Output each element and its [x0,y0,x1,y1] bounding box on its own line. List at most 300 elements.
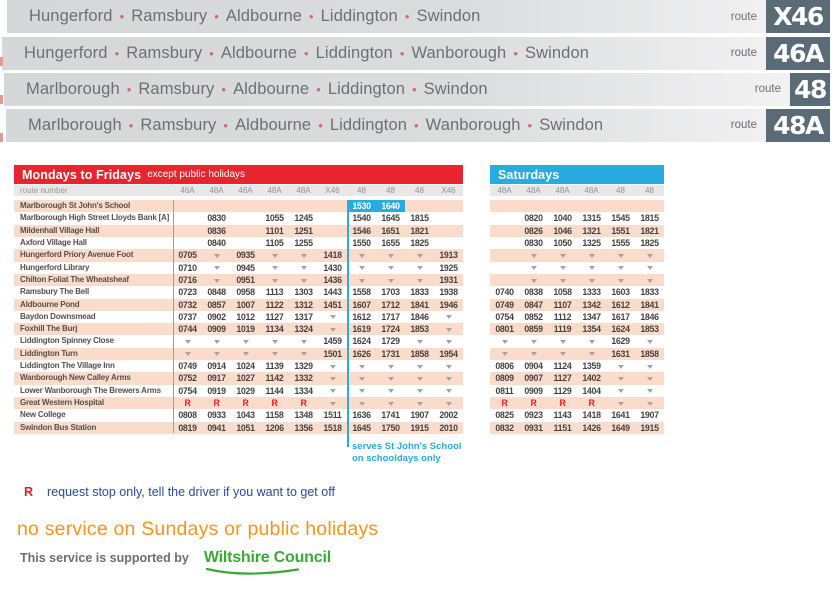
stop-name-cell: Hungerford Priory Avenue Foot [20,250,134,260]
continues-arrow-icon [446,377,452,381]
time-cell [635,249,664,261]
time-cell: 1332 [294,373,313,384]
continues-arrow-icon [388,254,394,258]
stop-name-cell: New College [20,410,66,420]
continues-arrow-icon [330,328,336,332]
time-cell [231,335,260,347]
continues-arrow-icon [446,365,452,369]
weekday-title: Mondays to Fridays [22,167,142,182]
time-cell [202,335,231,347]
time-cell [434,360,463,372]
separator-dot-icon: • [221,81,227,97]
saturday-header [490,165,664,184]
time-cell: 1029 [236,385,255,396]
column-header: 48 [415,186,424,195]
time-cell [490,237,519,249]
continues-arrow-icon [618,389,624,393]
route-label: route [754,83,781,95]
continues-arrow-icon [359,254,365,258]
stop-name-cell: Lower Wanborough The Brewers Arms [20,385,161,395]
time-cell [260,335,289,347]
continues-arrow-icon [359,377,365,381]
continues-arrow-icon [647,389,653,393]
wiltshire-council-logo [204,549,331,567]
banner-city-name: Liddington [320,7,398,25]
time-cell [548,274,577,286]
continues-arrow-icon [185,352,191,356]
continues-arrow-icon [502,352,508,356]
table-row [490,286,664,298]
time-cell: 0716 [178,274,197,285]
time-cell: 1356 [294,422,313,433]
time-cell [405,335,434,347]
time-cell: 1124 [553,361,572,372]
time-cell: 1815 [640,213,659,224]
continues-arrow-icon [301,352,307,356]
time-cell: 0809 [495,373,514,384]
time-cell [318,372,347,384]
time-cell [405,397,434,409]
separator-dot-icon: • [316,81,321,97]
route-banner [2,37,830,70]
time-cell: 1624 [352,336,371,347]
continues-arrow-icon [589,266,595,270]
time-cell: 1931 [439,274,458,285]
time-cell [635,274,664,286]
time-cell: 1530 [347,200,376,212]
time-cell [490,249,519,261]
time-cell: 1853 [640,324,659,335]
time-cell: 1418 [582,410,601,421]
time-cell: 1731 [381,348,400,359]
stop-name-cell: Liddington Spinney Close [20,336,114,346]
continues-arrow-icon [589,279,595,283]
time-cell [490,348,519,360]
column-header: X46 [441,186,456,195]
separator-dot-icon: • [318,117,323,133]
time-cell [577,200,606,212]
continues-arrow-icon [330,402,336,406]
banner-city-name: Swindon [423,79,488,98]
time-cell: 1712 [381,299,400,310]
time-cell: 0904 [524,361,543,372]
time-cell: 0811 [495,385,514,396]
continues-arrow-icon [359,266,365,270]
stop-name-cell: Swindon Bus Station [20,422,97,432]
time-cell: 1558 [352,287,371,298]
time-cell [577,274,606,286]
time-cell: 1629 [611,336,630,347]
continues-arrow-icon [618,365,624,369]
banner-city-name: Ramsbury [131,7,208,25]
time-cell: 1825 [410,237,429,248]
time-cell: 1451 [323,299,342,310]
column-header: 48 [645,186,654,195]
time-cell: 1151 [553,422,572,433]
request-stop-cell: R [501,398,508,408]
time-cell: 1617 [611,311,630,322]
time-cell [376,397,405,409]
time-cell: 0723 [178,287,197,298]
column-header: 48A [296,186,311,195]
continues-arrow-icon [359,402,365,406]
time-cell: 0836 [207,225,226,236]
time-cell: 0852 [524,311,543,322]
time-cell [405,200,434,212]
time-cell: 1649 [611,422,630,433]
time-cell [635,262,664,274]
time-cell [548,249,577,261]
time-cell [490,225,519,237]
column-header: X46 [325,186,340,195]
time-cell: 1946 [439,299,458,310]
time-cell: 1430 [323,262,342,273]
time-cell: 0902 [207,311,226,322]
time-cell: 1342 [582,299,601,310]
time-cell: 0749 [178,361,197,372]
column-header: 46A [238,186,253,195]
continues-arrow-icon [647,340,653,344]
time-cell: 1119 [553,324,572,335]
schoolday-note [352,441,461,464]
page-edge-mark [0,57,3,66]
time-cell [606,249,635,261]
time-cell [318,212,347,224]
saturday-timetable [490,165,664,434]
time-cell: 1436 [323,274,342,285]
time-cell [577,262,606,274]
time-cell [173,212,202,224]
separator-dot-icon: • [513,45,518,61]
stop-name-cell: Baydon Downsmead [20,311,96,321]
continues-arrow-icon [272,340,278,344]
column-header: 48A [526,186,541,195]
banner-city-name: Liddington [329,115,407,134]
continues-arrow-icon [647,402,653,406]
continues-arrow-icon [531,254,537,258]
table-row [490,335,664,347]
time-cell: 0705 [178,250,197,261]
time-cell [635,372,664,384]
route-label: route [730,119,757,131]
continues-arrow-icon [446,389,452,393]
continues-arrow-icon [618,266,624,270]
stop-name-cell: Hungerford Library [20,262,90,272]
table-row [14,335,463,347]
continues-arrow-icon [589,340,595,344]
time-cell [173,335,202,347]
time-cell [434,397,463,409]
time-cell [376,372,405,384]
continues-arrow-icon [388,389,394,393]
time-cell [635,335,664,347]
table-row [490,422,664,434]
time-cell: 1846 [410,311,429,322]
time-cell: 0752 [178,373,197,384]
time-cell: 0859 [524,324,543,335]
time-cell: 1024 [236,361,255,372]
time-cell [635,385,664,397]
time-cell: 1841 [410,299,429,310]
time-cell: 0958 [236,287,255,298]
continues-arrow-icon [647,266,653,270]
request-stop-note [24,485,335,499]
time-cell: 1915 [410,422,429,433]
time-cell [635,200,664,212]
continues-arrow-icon [359,279,365,283]
time-cell [490,212,519,224]
time-cell: 0754 [178,385,197,396]
time-cell [405,274,434,286]
time-cell: 1640 [376,200,405,212]
continues-arrow-icon [446,402,452,406]
time-cell: 1354 [582,324,601,335]
continues-arrow-icon [185,340,191,344]
time-cell: 1703 [381,287,400,298]
time-cell: 1404 [582,385,601,396]
time-cell: 1113 [265,287,284,298]
time-cell [289,200,318,212]
time-cell [405,249,434,261]
time-cell: 1750 [381,422,400,433]
stop-name-cell: Axford Village Hall [20,237,87,247]
time-cell: 1907 [410,410,429,421]
table-row [490,348,664,360]
time-cell: 1347 [582,311,601,322]
continues-arrow-icon [272,254,278,258]
route-banner [4,73,830,106]
schoolday-column-line [347,200,349,447]
time-cell: 1112 [553,311,572,322]
request-stop-cell: R [242,398,249,408]
time-cell: 1158 [265,410,284,421]
time-cell: 1443 [323,287,342,298]
time-cell: 1954 [439,348,458,359]
time-cell [260,249,289,261]
table-row [14,212,463,224]
continues-arrow-icon [330,365,336,369]
time-cell: 0830 [207,213,226,224]
table-row [14,299,463,311]
table-row [490,385,664,397]
stop-name-cell: Aldbourne Pond [20,299,80,309]
time-cell: 0935 [236,250,255,261]
time-cell: 1612 [352,311,371,322]
table-row [490,397,664,409]
time-cell: 1501 [323,348,342,359]
time-cell [635,397,664,409]
time-cell [434,237,463,249]
time-cell: 0754 [495,311,514,322]
continues-arrow-icon [388,279,394,283]
time-cell [318,360,347,372]
table-row [490,225,664,237]
time-cell [434,225,463,237]
time-cell: 1925 [439,262,458,273]
time-cell [577,249,606,261]
continues-arrow-icon [417,266,423,270]
time-cell [231,348,260,360]
time-cell: 0749 [495,299,514,310]
continues-arrow-icon [502,340,508,344]
continues-arrow-icon [647,254,653,258]
banner-city-name: Swindon [539,115,604,134]
time-cell: 1612 [611,299,630,310]
time-cell: 1317 [294,311,313,322]
weekday-header [14,165,463,184]
continues-arrow-icon [446,340,452,344]
time-cell: 1012 [236,311,255,322]
time-cell [376,360,405,372]
time-cell: 1651 [381,225,400,236]
time-cell: 1303 [294,287,313,298]
banner-route-description [26,80,488,99]
continues-arrow-icon [243,340,249,344]
time-cell: 2010 [439,422,458,433]
banner-city-name: Ramsbury [138,79,215,98]
time-cell: 1129 [553,385,572,396]
time-cell [318,200,347,212]
time-cell: 0832 [495,422,514,433]
time-cell: 1815 [410,213,429,224]
continues-arrow-icon [388,377,394,381]
time-cell: 1324 [294,324,313,335]
table-row [14,422,463,434]
continues-arrow-icon [531,279,537,283]
time-cell: 0838 [524,287,543,298]
time-cell: 1144 [265,385,284,396]
time-cell [548,348,577,360]
time-cell [173,225,202,237]
separator-dot-icon: • [128,117,134,133]
time-cell [347,397,376,409]
saturday-column-headers [490,186,664,195]
continues-arrow-icon [214,279,220,283]
time-cell: 1915 [640,422,659,433]
continues-arrow-icon [531,266,537,270]
continues-arrow-icon [214,340,220,344]
time-cell: 1607 [352,299,371,310]
continues-arrow-icon [618,402,624,406]
time-cell: 0840 [207,237,226,248]
time-cell: 1821 [410,225,429,236]
time-cell: 0917 [207,373,226,384]
separator-dot-icon: • [399,45,405,61]
time-cell: 1858 [640,348,659,359]
table-row [490,311,664,323]
time-cell: 0826 [524,225,543,236]
time-cell: 1645 [352,422,371,433]
time-cell [490,335,519,347]
continues-arrow-icon [589,254,595,258]
time-cell [577,348,606,360]
banner-city-name: Swindon [416,7,481,25]
time-cell: 1127 [553,373,572,384]
time-cell: 1645 [381,213,400,224]
table-row [14,237,463,249]
time-cell [289,262,318,274]
time-cell [231,212,260,224]
continues-arrow-icon [417,402,423,406]
time-cell: 1055 [265,213,284,224]
separator-dot-icon: • [119,9,125,24]
time-cell [606,200,635,212]
time-cell: 1206 [265,422,284,433]
time-cell: 1938 [439,287,458,298]
time-cell: 0941 [207,422,226,433]
continues-arrow-icon [272,266,278,270]
table-row [490,237,664,249]
continues-arrow-icon [359,365,365,369]
time-cell: 1619 [352,324,371,335]
column-header: 48A [209,186,224,195]
banner-city-name: Aldbourne [220,43,297,62]
time-cell [376,249,405,261]
time-cell: 0801 [495,324,514,335]
time-cell: 1325 [582,237,601,248]
banner-city-name: Aldbourne [225,7,302,25]
table-row [14,385,463,397]
continues-arrow-icon [214,266,220,270]
time-cell [202,262,231,274]
table-row [14,409,463,421]
time-cell: 1348 [294,410,313,421]
time-cell: 1333 [582,287,601,298]
separator-dot-icon: • [223,117,229,133]
time-cell [490,274,519,286]
stop-name-cell: Great Western Hospital [20,398,104,407]
time-cell: 1511 [323,410,342,421]
continues-arrow-icon [417,254,423,258]
route-number-badge: X46 [766,0,830,33]
continues-arrow-icon [647,377,653,381]
time-cell [519,335,548,347]
route-banner [7,0,830,33]
time-cell [202,348,231,360]
time-cell [519,262,548,274]
time-cell: 1050 [553,237,572,248]
continues-arrow-icon [560,266,566,270]
time-cell: 1603 [611,287,630,298]
time-cell [519,200,548,212]
time-cell [577,335,606,347]
time-cell: 0732 [178,299,197,310]
separator-dot-icon: • [126,81,132,97]
time-cell: 1046 [553,225,572,236]
weekday-subtitle: except public holidays [147,169,246,180]
continues-arrow-icon [560,279,566,283]
time-cell: 0909 [207,324,226,335]
time-cell [548,200,577,212]
time-cell: 0847 [524,299,543,310]
time-cell: 1631 [611,348,630,359]
continues-arrow-icon [417,377,423,381]
time-cell: 1019 [236,324,255,335]
column-header: 48A [555,186,570,195]
time-cell: 1255 [294,237,313,248]
time-cell [173,348,202,360]
table-row [490,409,664,421]
saturday-table-body [490,200,664,434]
banner-city-name: Wanborough [425,115,521,134]
time-cell: 0923 [524,410,543,421]
time-cell [606,385,635,397]
time-cell: 0744 [178,324,197,335]
time-cell: 1105 [265,237,284,248]
time-cell [318,225,347,237]
column-header: 46A [180,186,195,195]
continues-arrow-icon [214,254,220,258]
